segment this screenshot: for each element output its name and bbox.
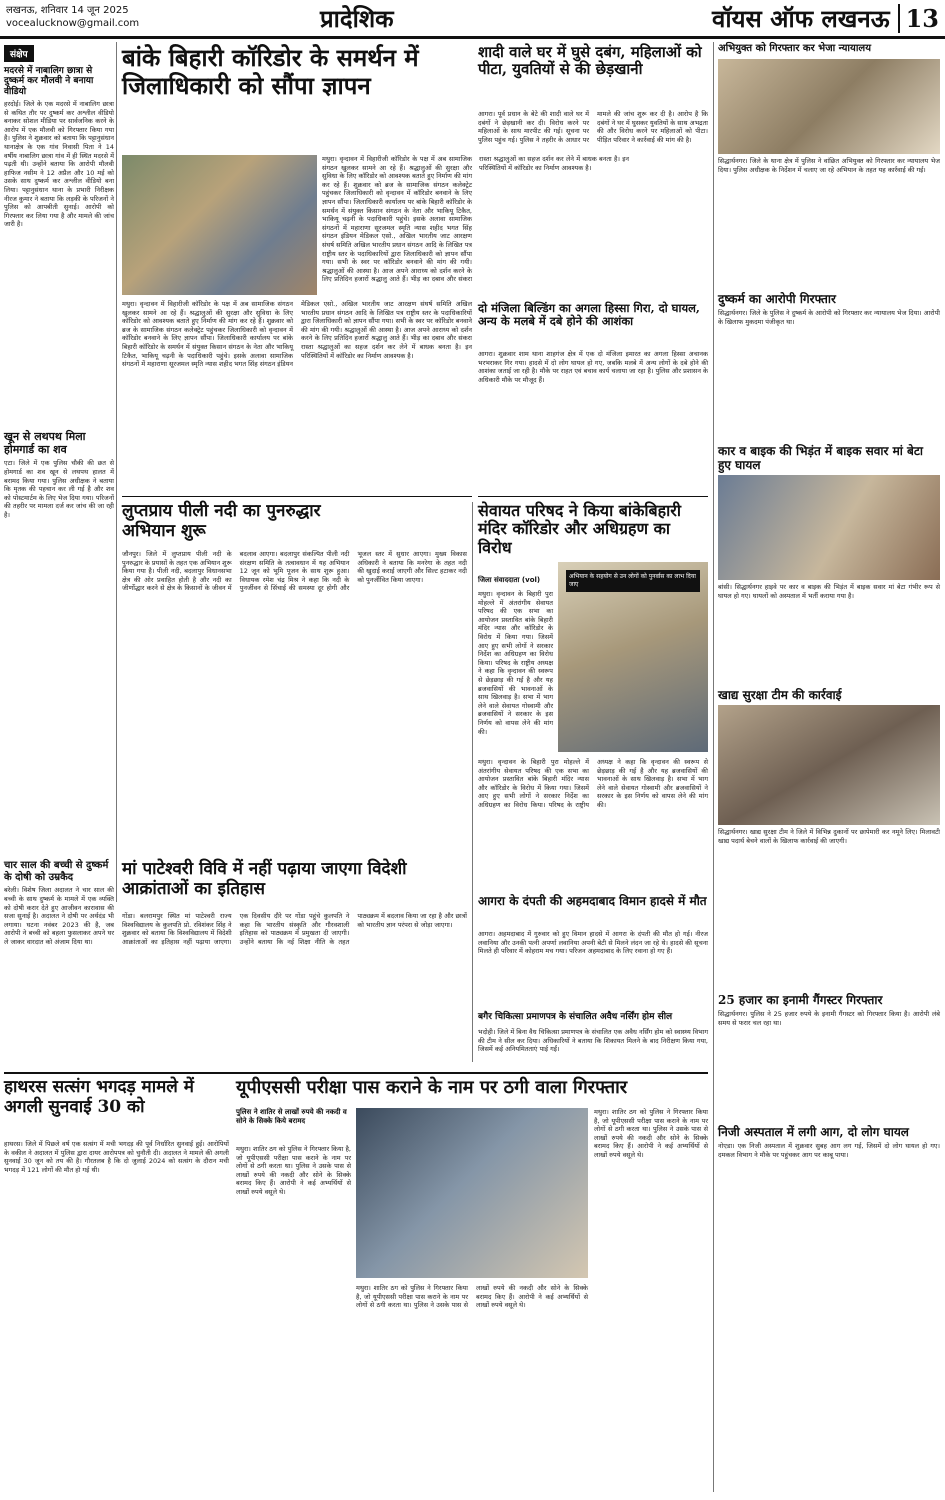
story7-text: आगरा। अहमदाबाद में गुरुवार को हुए विमान हादसे में आगरा के दंपती की मौत हो गई। नीरज लवानिया और उनकी पत्नी अपर्णा लवानिया अपनी बेटी से मिलने लंदन जा रहे थे। हादसे की सूचना मिलते ही परिवार में कोहराम मच गया। परिजन अहमदाबाद के लिए रवाना हो गए हैं।: [478, 930, 708, 956]
story5-dateline: जिला संवाददाता (vol): [478, 576, 541, 584]
right5-text: सिद्धार्थनगर। पुलिस ने 25 हजार रुपये के इनामी गैंगस्टर को गिरफ्तार किया है। आरोपी लंबे समय से फरार चल रहा था।: [718, 1010, 940, 1027]
story10-text-b: मथुरा। शातिर ठग को पुलिस ने गिरफ्तार किया है, जो यूपीएससी परीक्षा पास कराने के नाम पर लोगों से ठगी करता था। पुलिस ने उसके पास से लाखों रुपये की नकदी और सोने के सिक्के बरामद किए हैं। आरोपी ने कई अभ्यर्थियों से लाखों रुपये वसूले थे।: [356, 1284, 588, 1310]
right3-text: बांसी। सिद्धार्थनगर हाइवे पर कार व बाइक की भिड़ंत में बाइक सवार मां बेटा गंभीर रूप से घायल हो गए। घायलों को अस्पताल में भर्ती कराया गया है।: [718, 583, 940, 600]
brief2-text: एटा। जिले में एक पुलिस चौकी की छत से होमगार्ड का शव खून से लथपथ हालत में बरामद किया गया। पुलिस अधीक्षक ने बताया कि मृतक की पहचान कर ली गई है और शव को पोस्टमार्टम के लिए भेज दिया गया। परिजनों की तहरीर पर मामला दर्ज कर जांच की जा रही है।: [4, 459, 114, 519]
right4-text: सिद्धार्थनगर। खाद्य सुरक्षा टीम ने जिले में विभिन्न दुकानों पर छापेमारी कर नमूने लिए। मिलावटी खाद्य पदार्थ बेचने वालों के खिलाफ कार्रवाई की जाएगी।: [718, 828, 940, 845]
story9-text: हाथरस। जिले में पिछले वर्ष एक सत्संग में मची भगदड़ की पूर्व निर्धारित सुनवाई हुई। आरोपियों के वकील ने अदालत में पुलिस द्वारा दायर आरोपपत्र को चुनौती दी। अदालत ने मामले की अगली सुनवाई 30 जून को तय की है। गौरतलब है कि दो जुलाई 2024 को सत्संग के दौरान मची भगदड़ में 121 लोगों की मौत हो गई थी।: [4, 1140, 229, 1174]
divider: [713, 42, 714, 1492]
story10-photo: [356, 1108, 588, 1278]
story1-text-a: मथुरा। वृन्दावन में विहारीजी कॉरिडोर के पक्ष में अब सामाजिक संगठन खुलकर सामने आ रहे हैं। श्रद्धालुओं की सुरक्षा और सुविधा के लिए कॉरिडोर को आवश्यक बताते हुए निर्माण की मांग कर रहे हैं। शुक्रवार को ब्रज के सामाजिक संगठन कलेक्ट्रेट पहुंचकर जिलाधिकारी को वृन्दावन में कॉरिडोर बनवाने के लिए ज्ञापन सौंपा। जिलाधिकारी कार्यालय पर बांके बिहारी कॉरिडोर के समर्थन में संयुक्त किसान संगठन के नेता और भाकियू टिकैत, भाकियू चढ़नी के पदाधिकारी पहुंचे। इसके अलावा सामाजिक संगठनों में महाराणा सूरजमल स्मृति न्यास शहीद भगत सिंह संगठन इंडियन मेडिकल एसो., अखिल भारतीय जाट आरक्षण संघर्ष समिति अखिल भारतीय प्रधान संगठन आदि के लिखित पत्र राष्ट्रीय स्तर के पदाधिकारियों द्वारा जिलाधिकारी को ज्ञापन सौंपा गया। सभी के स्वर पर कॉरिडोर बनवाने की मांग की गयी। श्रद्धालुओं की आस्था है। आज अपने आराध्य को दर्शन करने के लिए प्रतिदिन हजारों श्रद्धालु आते हैं। भीड़ का दबाव और संकरा रास्ता श्रद्धालुओं का सहज दर्शन कर लेने में बाधक बनता है। इन परिस्थितियों में कॉरिडोर का निर्माण आवश्यक है।: [322, 155, 629, 284]
story1-photo: [122, 155, 317, 295]
divider: [4, 1072, 708, 1074]
brief2-title: खून से लथपथ मिला होमगार्ड का शव: [4, 430, 86, 456]
story4-text: जौनपुर। जिले में लुप्तप्राय पीली नदी के पुनरुद्धार के प्रयासों के तहत एक अभियान शुरू किया गया है। पीली नदी, बदलापुर विधानसभा क्षेत्र की ओर प्रवाहित होती है और नदी का जीर्णोद्धार करने से क्षेत्र के किसानों के जीवन में बदलाव आएगा। बदलापुर संकल्पित पीली नदी संरक्षण समिति के तत्वावधान में यह अभियान 12 जून को भूमि पूजन के साथ शुरू हुआ। विधायक रमेश चंद्र मिश्र ने कहा कि नदी के पुनर्जीवन से सिंचाई की समस्या दूर होगी और भूजल स्तर में सुधार आएगा। मुख्य विकास अधिकारी ने बताया कि मनरेगा के तहत नदी की खुदाई कराई जाएगी और सिल्ट हटाकर नदी को पुनर्जीवित किया जाएगा।: [122, 550, 467, 593]
story8-text: भदोही। जिले में बिना वैध चिकित्सा प्रमाणपत्र के संचालित एक अवैध नर्सिंग होम को स्वास्थ्य विभाग की टीम ने सील कर दिया। अधिकारियों ने बताया कि शिकायत मिलने के बाद निरीक्षण किया गया, जिसमें कई अनियमितताएं पाई गईं।: [478, 1028, 708, 1054]
brief-label: संक्षेप: [4, 45, 34, 62]
divider: [122, 496, 472, 497]
section-title: प्रादेशिक: [320, 4, 394, 33]
brief3-title: चार साल की बच्ची से दुष्कर्म के दोषी को उम्रकैद: [4, 860, 109, 883]
divider: [116, 42, 117, 902]
email: vocealucknow@gmail.com: [6, 18, 140, 29]
brief1-title: मदरसे में नाबालिग छात्रा से दुष्कर्म कर मौलवी ने बनाया वीडियो: [4, 66, 94, 97]
right1-text: सिद्धार्थनगर। जिले के थाना क्षेत्र में पुलिस ने वांछित अभियुक्त को गिरफ्तार कर न्यायालय भेज दिया। पुलिस अधीक्षक के निर्देशन में चलाए जा रहे अभियान के तहत यह कार्रवाई की गई।: [718, 157, 940, 174]
story9-headline: हाथरस सत्संग भगदड़ मामले में अगली सुनवाई 30 को: [4, 1077, 194, 1117]
paper-name-block: [712, 2, 939, 35]
story7-headline: आगरा के दंपती की अहमदाबाद विमान हादसे में मौत: [478, 894, 707, 908]
story10-headline: यूपीएससी परीक्षा पास कराने के नाम पर ठगी वाला गिरफ्तार: [236, 1077, 628, 1098]
story5-text-a: मथुरा। वृन्दावन के बिहारी पुरा मोहल्ले में अंतरांगीय सेवायत परिषद की एक सभा का आयोजन प्रस्तावित बांके बिहारी मंदिर न्यास और कॉरिडोर के विरोध में किया गया। जिसमें आए हुए सभी लोगों ने सरकार निर्देश का अधिग्रहण का विरोध किया। परिषद के राष्ट्रीय अध्यक्ष ने कहा कि वृन्दावन की स्वरूप से छेड़छाड़ की गई है और यह ब्रजवासियों की भावनाओं के साथ खिलवाड़ है। सभा में भाग लेने वाले सेवायत गोस्वामी और ब्रजवासियों ने सरकार के इस निर्णय को वापस लेने की मांग की।: [478, 590, 553, 736]
story5-photo: [558, 562, 708, 752]
right5-title: 25 हजार का इनामी गैंगस्टर गिरफ्तार: [718, 993, 883, 1007]
story2-headline: शादी वाले घर में घुसे दबंग, महिलाओं को पीटा, युवतियों से की छेड़खानी: [478, 43, 702, 79]
story10-subhead: पुलिस ने शातिर से लाखों रुपये की नकदी व सोने के सिक्के किये बरामद: [236, 1108, 347, 1125]
story6-headline: मां पाटेश्वरी विवि में नहीं पढ़ाया जाएगा विदेशी आक्रांताओं का इतिहास: [122, 859, 407, 899]
story10-text-a: मथुरा। शातिर ठग को पुलिस ने गिरफ्तार किया है, जो यूपीएससी परीक्षा पास कराने के नाम पर लोगों से ठगी करता था। पुलिस ने उसके पास से लाखों रुपये की नकदी और सोने के सिक्के बरामद किए हैं। आरोपी ने कई अभ्यर्थियों से लाखों रुपये वसूले थे।: [236, 1145, 351, 1196]
divider: [472, 502, 473, 1062]
story2-text: आगरा। पूर्व प्रधान के बेटे की शादी वाले घर में दबंगों ने छेड़खानी कर दी। विरोध करने पर महिलाओं के साथ मारपीट की गई। सूचना पर पुलिस पहुंच गई। पुलिस ने तहरीर के आधार पर मामले की जांच शुरू कर दी है। आरोप है कि दबंगों ने घर में घुसकर युवतियों के साथ अभद्रता की और विरोध करने पर महिलाओं को पीटा। पीड़ित परिवार ने कार्रवाई की मांग की है।: [478, 110, 708, 144]
story5-headline: सेवायत परिषद ने किया बांकेबिहारी मंदिर कॉरिडोर और अधिग्रहण का विरोध: [478, 501, 681, 557]
right2-text: सिद्धार्थनगर। जिले के पुलिस ने दुष्कर्म के आरोपी को गिरफ्तार कर न्यायालय भेज दिया। आरोपी के खिलाफ मुकदमा पंजीकृत था।: [718, 309, 940, 326]
story5-caption: अभियान के सहयोग से उन लोगों को पुनर्वास का लाभ दिया जाए: [566, 570, 700, 592]
right4-title: खाद्य सुरक्षा टीम की कार्रवाई: [718, 688, 842, 702]
right2-title: दुष्कर्म का आरोपी गिरफ्तार: [718, 292, 836, 306]
paper-name: वॉयस ऑफ लखनऊ: [712, 4, 890, 33]
brief3-text: बरेली। विशेष जिला अदालत ने चार साल की बच्ची के साथ दुष्कर्म के मामले में एक व्यक्ति को दोषी करार देते हुए आजीवन कारावास की सजा सुनाई है। अदालत ने दोषी पर अर्थदंड भी लगाया। घटना नवंबर 2023 की है, जब आरोपी ने बच्ची को बहला फुसलाकर अपने घर ले जाकर वारदात को अंजाम दिया था।: [4, 886, 114, 946]
story1-headline: बांके बिहारी कॉरिडोर के समर्थन में जिलाधिकारी को सौंपा ज्ञापन: [122, 43, 419, 100]
right1-photo: [718, 59, 940, 154]
issue-date: लखनऊ, शनिवार 14 जून 2025: [6, 5, 129, 16]
right1-title: अभियुक्त को गिरफ्तार कर भेजा न्यायालय: [718, 43, 871, 54]
right6-title: निजी अस्पताल में लगी आग, दो लोग घायल: [718, 1125, 909, 1139]
header-rule: [0, 36, 945, 39]
story6-text: गोंडा। बलरामपुर स्थित मां पाटेश्वरी राज्य विश्वविद्यालय के कुलपति प्रो. रविशंकर सिंह ने शुक्रवार को बताया कि विश्वविद्यालय में विदेशी आक्रांताओं का इतिहास नहीं पढ़ाया जाएगा। एक दिवसीय दौरे पर गोंडा पहुंचे कुलपति ने कहा कि भारतीय संस्कृति और गौरवशाली इतिहास को पाठ्यक्रम में प्रमुखता दी जाएगी। उन्होंने बताया कि नई शिक्षा नीति के तहत पाठ्यक्रम में बदलाव किया जा रहा है और छात्रों को भारतीय ज्ञान परंपरा से जोड़ा जाएगा।: [122, 912, 467, 946]
right-column: [718, 42, 940, 1492]
story4-headline: लुप्तप्राय पीली नदी का पुनरुद्धार अभियान शुरू: [122, 501, 321, 541]
story10-text-c: मथुरा। शातिर ठग को पुलिस ने गिरफ्तार किया है, जो यूपीएससी परीक्षा पास कराने के नाम पर लोगों से ठगी करता था। पुलिस ने उसके पास से लाखों रुपये की नकदी और सोने के सिक्के बरामद किए हैं। आरोपी ने कई अभ्यर्थियों से लाखों रुपये वसूले थे।: [594, 1108, 708, 1159]
right4-photo: [718, 705, 940, 825]
divider: [478, 496, 708, 497]
story3-text: आगरा। शुक्रवार शाम थाना शाहगंज क्षेत्र में एक दो मंजिला इमारत का अगला हिस्सा अचानक भरभराकर गिर गया। हादसे में दो लोग घायल हो गए, जबकि मलबे में अन्य लोगों के दबे होने की आशंका जताई जा रही है। मौके पर राहत एवं बचाव कार्य चलाया जा रहा है। पुलिस और प्रशासन के अधिकारी मौके पर मौजूद हैं।: [478, 350, 708, 384]
masthead-meta: [6, 4, 139, 30]
right6-text: नोएडा। एक निजी अस्पताल में शुक्रवार सुबह आग लग गई, जिसमें दो लोग घायल हो गए। दमकल विभाग ने मौके पर पहुंचकर आग पर काबू पाया।: [718, 1142, 940, 1159]
story8-headline: बगैर चिकित्सा प्रमाणपत्र के संचालित अवैध नर्सिंग होम सील: [478, 1012, 673, 1022]
story3-headline: दो मंजिला बिल्डिंग का अगला हिस्सा गिरा, दो घायल, अन्य के मलबे में दबे होने की आशंका: [478, 301, 700, 329]
right3-photo: [718, 475, 940, 580]
story1-text-b: मथुरा। वृन्दावन में विहारीजी कॉरिडोर के पक्ष में अब सामाजिक संगठन खुलकर सामने आ रहे हैं। श्रद्धालुओं की सुरक्षा और सुविधा के लिए कॉरिडोर को आवश्यक बताते हुए निर्माण की मांग कर रहे हैं। शुक्रवार को ब्रज के सामाजिक संगठन कलेक्ट्रेट पहुंचकर जिलाधिकारी को वृन्दावन में कॉरिडोर बनवाने के लिए ज्ञापन सौंपा। जिलाधिकारी कार्यालय पर बांके बिहारी कॉरिडोर के समर्थन में संयुक्त किसान संगठन के नेता और भाकियू टिकैत, भाकियू चढ़नी के पदाधिकारी पहुंचे। इसके अलावा सामाजिक संगठनों में महाराणा सूरजमल स्मृति न्यास शहीद भगत सिंह संगठन इंडियन मेडिकल एसो., अखिल भारतीय जाट आरक्षण संघर्ष समिति अखिल भारतीय प्रधान संगठन आदि के लिखित पत्र राष्ट्रीय स्तर के पदाधिकारियों द्वारा जिलाधिकारी को ज्ञापन सौंपा गया। सभी के स्वर पर कॉरिडोर बनवाने की मांग की गयी। श्रद्धालुओं की आस्था है। आज अपने आराध्य को दर्शन करने के लिए प्रतिदिन हजारों श्रद्धालु आते हैं। भीड़ का दबाव और संकरा रास्ता श्रद्धालुओं का सहज दर्शन कर लेने में बाधक बनता है। इन परिस्थितियों में कॉरिडोर का निर्माण आवश्यक है।: [122, 300, 472, 369]
story5-text-b: मथुरा। वृन्दावन के बिहारी पुरा मोहल्ले में अंतरांगीय सेवायत परिषद की एक सभा का आयोजन प्रस्तावित बांके बिहारी मंदिर न्यास और कॉरिडोर के विरोध में किया गया। जिसमें आए हुए सभी लोगों ने सरकार निर्देश का अधिग्रहण का विरोध किया। परिषद के राष्ट्रीय अध्यक्ष ने कहा कि वृन्दावन की स्वरूप से छेड़छाड़ की गई है और यह ब्रजवासियों की भावनाओं के साथ खिलवाड़ है। सभा में भाग लेने वाले सेवायत गोस्वामी और ब्रजवासियों ने सरकार के इस निर्णय को वापस लेने की मांग की।: [478, 758, 708, 809]
brief1-text: हरदोई। जिले के एक मदरसे में नाबालिग छात्रा से कथित तौर पर दुष्कर्म कर अश्लील वीडियो बनाकर सोशल मीडिया पर सार्वजनिक करने के आरोप में एक मौलवी को गिरफ्तार किया गया है। पुलिस ने शुक्रवार को बताया कि पट्टानुसंधान थानाक्षेत्र के एक गांव निवासी पिता ने 14 वर्षीय नाबालिग छात्रा गांव में ही स्थित मदरसे में पढ़ती थी। उन्होंने बताया कि आरोपी मौलवी हाफिज नसीम ने 12 अप्रैल और 10 मई को उसके साथ दुष्कर्म कर अश्लील वीडियो बना लिया। पट्टानुसंधान थाना के प्रभारी निरीक्षक नीरज कुमार ने बताया कि लड़की के परिजनों ने पुलिस को आपबीती सुनाई। आरोपी को गिरफ्तार कर लिया गया है और मामले की जांच जारी है।: [4, 100, 114, 229]
page-number: 13: [898, 4, 939, 33]
right3-title: कार व बाइक की भिड़ंत में बाइक सवार मां बेटा हुए घायल: [718, 444, 924, 472]
